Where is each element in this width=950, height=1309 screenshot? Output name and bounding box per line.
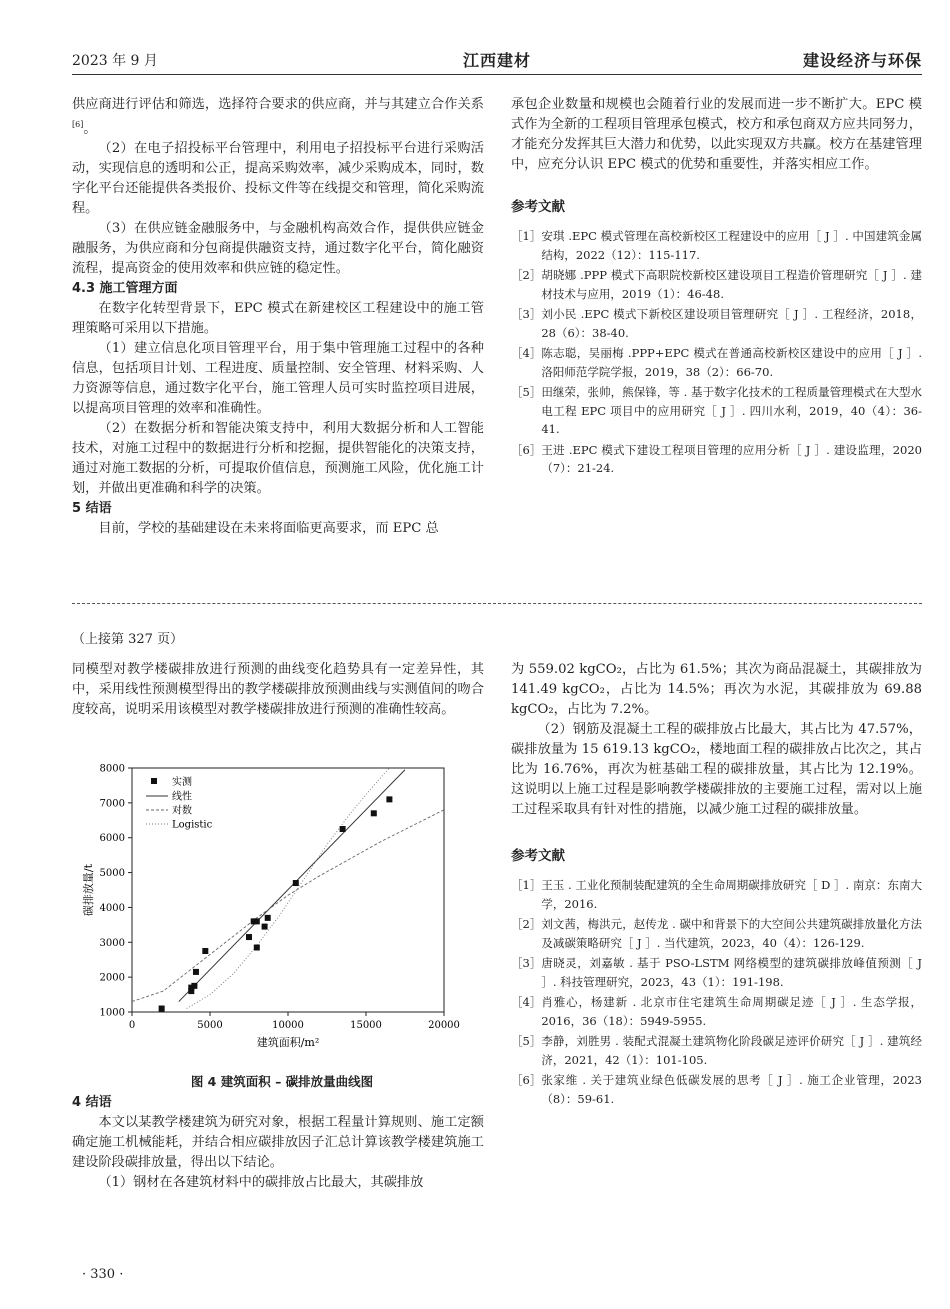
y-tick-label: 4000 (99, 902, 125, 914)
legend-label: 实测 (172, 777, 192, 788)
y-tick-label: 3000 (99, 937, 125, 949)
reference-list (511, 876, 922, 1108)
header-date: 2023 年 9 月 (72, 53, 158, 69)
x-axis-label: 建筑面积/m² (256, 1036, 320, 1049)
paragraph: （2）在数据分析和智能决策支持中，利用大数据分析和人工智能技术，对施工过程中的数据进行分析和挖掘，提供智能化的决策支持，通过对施工数据的分析，可提取价值信息，预测施工风险，优化施工计划，并做出更准确和科学的决策。 (72, 421, 484, 497)
paragraph: 本文以某教学楼建筑为研究对象，根据工程量计算规则、施工定额确定施工机械能耗，并结合相应碳排放因子汇总计算该教学楼建筑施工建设阶段碳排放量，得出以下结论。 (72, 1115, 484, 1170)
paragraph: （2）在电子招投标平台管理中，利用电子招投标平台进行采购活动，实现信息的透明和公正，提高采购效率，减少采购成本，同时，数字化平台还能提供各类报价、投标文件等在线提交和管理，简化采购流程。 (72, 141, 484, 217)
y-tick-label: 5000 (99, 868, 125, 880)
reference-item: ［2］ 刘文茜，梅洪元，赵传龙 . 碳中和背景下的大空间公共建筑碳排放量化方法及减碳策略研究［ J ］. 当代建筑，2023，40（4）：126-129. (511, 917, 922, 950)
header-section: 建设经济与环保 (802, 51, 922, 70)
paragraph: 在数字化转型背景下，EPC 模式在新建校区工程建设中的施工管理策略可采用以下措施。 (72, 301, 484, 337)
paragraph: （3）在供应链金融服务中，与金融机构高效合作，提供供应链金融服务，为供应商和分包商提供融资支持，通过数字化平台，简化融资流程，提高资金的使用效率和供应链的稳定性。 (72, 221, 484, 277)
plot-area (81, 764, 460, 1050)
article-divider (72, 603, 922, 604)
reference-item: ［6］ 张家维 . 关于建筑业绿色低碳发展的思考［ J ］. 施工企业管理，2023（8）：59-61. (511, 1073, 922, 1106)
y-tick-label: 6000 (99, 833, 125, 845)
data-point (246, 934, 252, 940)
series-line-线性 (179, 770, 405, 1002)
section-heading-4: 4 结语 (72, 1095, 112, 1110)
x-tick-label: 5000 (197, 1020, 223, 1031)
reference-item: ［4］ 陈志聪，吴丽梅 .PPP+EPC 模式在普通高校新校区建设中的应用［ J ］. 洛阳师范学院学报，2019，38（2）：66-70. (511, 346, 922, 379)
running-header (72, 50, 922, 72)
data-point (202, 948, 208, 954)
bottom-left-column (72, 1093, 484, 1193)
data-point (293, 880, 299, 886)
reference-list (511, 227, 922, 478)
paragraph: （1）钢材在各建筑材料中的碳排放占比最大，其碳排放 (98, 1175, 424, 1190)
reference-item: ［1］ 安琪 .EPC 模式管理在高校新校区工程建设中的应用［ J ］. 中国建筑金属结构，2022（12）：115-117. (511, 229, 922, 262)
paragraph: （1）建立信息化项目管理平台，用于集中管理施工过程中的各种信息，包括项目计划、工程进度、质量控制、安全管理、材料采购、人力资源等信息，通过数字化平台，施工管理人员可实时监控项目进展，以提高项目管理的效率和准确性。 (72, 341, 484, 417)
y-axis-label: 碳排放量/t (82, 863, 95, 917)
reference-item: ［3］ 唐晓灵，刘嘉敏 . 基于 PSO-LSTM 网络模型的建筑碳排放峰值预测［ J ］. 科技管理研究，2023，43（1）：191-198. (511, 956, 922, 989)
paragraph: 为 559.02 kgCO₂，占比为 61.5%；其次为商品混凝土，其碳排放为 141.49 kgCO₂，占比为 14.5%；再次为水泥，其碳排放为 69.88 kgCO₂，占比为 7.2%。 (511, 662, 922, 717)
reference-item: ［2］ 胡晓娜 .PPP 模式下高职院校新校区建设项目工程造价管理研究［ J ］. 建材技术与应用，2019（1）：46-48. (511, 268, 922, 301)
y-tick-label: 1000 (99, 1007, 125, 1019)
x-tick-label: 20000 (428, 1020, 460, 1031)
reference-item: ［3］ 刘小民 .EPC 模式下新校区建设项目管理研究［ J ］. 工程经济，2018，28（6）：38-40. (511, 307, 922, 340)
paragraph: 承包企业数量和规模也会随着行业的发展而进一步不断扩大。EPC 模式作为全新的工程项目管理承包模式，校方和承包商双方应共同努力，才能充分发挥其巨大潜力和优势，以此实现双方共赢。校方在基建管理中，应充分认识 EPC 模式的优势和重要性，并落实相应工作。 (511, 97, 922, 172)
page-number: · 330 · (82, 1267, 124, 1282)
legend-marker-measured (151, 778, 157, 784)
legend-label: 对数 (172, 805, 192, 817)
paragraph: 目前，学校的基础建设在未来将面临更高要求，而 EPC 总 (98, 521, 439, 537)
data-point (254, 945, 260, 951)
data-point (265, 915, 271, 921)
header-journal: 江西建材 (462, 51, 531, 70)
reference-item: ［1］ 王玉 . 工业化预制装配建筑的全生命周期碳排放研究［ D ］. 南京：东南大学，2016. (511, 878, 922, 911)
series-line-对数 (132, 810, 444, 1002)
data-point (254, 918, 260, 924)
data-point (340, 826, 346, 832)
y-tick-label: 2000 (99, 972, 125, 984)
reference-item: ［5］ 李静，刘胜男 . 装配式混凝土建筑物化阶段碳足迹评价研究［ J ］. 建筑经济，2021，42（1）：101-105. (511, 1034, 922, 1067)
data-point (191, 983, 197, 989)
series-line-Logistic (187, 768, 390, 1009)
continued-note: （上接第 327 页） (72, 632, 184, 647)
reference-item: ［6］ 王进 .EPC 模式下建设工程项目管理的应用分析［ J ］. 建设监理，2020（7）：21-24. (511, 442, 922, 475)
legend-label: 线性 (172, 791, 192, 803)
paragraph: （2）钢筋及混凝土工程的碳排放占比最大，其占比为 47.57%，碳排放量为 15 619.13 kgCO₂，楼地面工程的碳排放占比次之，其占比为 16.76%，再次为桩基础工程的碳排放量，其占比为 12.19%。这说明以上施工过程是影响教学楼碳排放的主要施工过程，需对以上施工过程采取具有针对性的措施，以减少施工过程的碳排放量。 (511, 722, 922, 817)
data-point (371, 810, 377, 816)
paragraph: 供应商进行评估和筛选，选择符合要求的供应商，并与其建立合作关系[6]。 (72, 97, 484, 137)
section-heading-5: 5 结语 (72, 501, 112, 517)
header-rule (72, 74, 922, 75)
figure-caption: 图 4 建筑面积 – 碳排放量曲线图 (190, 1074, 374, 1089)
data-point (262, 924, 268, 930)
bottom-right-column (511, 660, 922, 1110)
reference-item: ［4］ 肖雅心，杨建新 . 北京市住宅建筑生命周期碳足迹［ J ］. 生态学报，2016，36（18）：5949-5955. (511, 995, 922, 1028)
y-tick-label: 8000 (99, 763, 125, 775)
legend-label: Logistic (172, 819, 213, 831)
data-point (159, 1006, 165, 1012)
references-heading: 参考文献 (511, 199, 565, 215)
x-tick-label: 15000 (350, 1020, 382, 1031)
x-tick-label: 10000 (272, 1020, 304, 1031)
data-point (386, 796, 392, 802)
references-heading: 参考文献 (511, 848, 565, 864)
x-tick-label: 0 (128, 1020, 136, 1031)
y-tick-label: 7000 (99, 798, 125, 810)
paragraph: 同模型对教学楼碳排放进行预测的曲线变化趋势具有一定差异性，其中，采用线性预测模型得出的教学楼碳排放预测曲线与实测值间的吻合度较高，说明采用该模型对教学楼碳排放进行预测的准确性较高。 (72, 662, 484, 717)
top-right-column (511, 95, 922, 480)
citation[interactable]: [6] (72, 120, 84, 129)
reference-item: ［5］ 田继荣，张帅，熊保锋，等 . 基于数字化技术的工程质量管理模式在大型水电工程 EPC 项目中的应用研究［ J ］. 四川水利，2019，40（4）：36-41. (511, 385, 922, 436)
area-carbon-chart (70, 760, 490, 1065)
bottom-left-intro (72, 660, 484, 720)
data-point (193, 969, 199, 975)
section-heading-4-3: 4.3 施工管理方面 (72, 281, 178, 297)
top-left-column (72, 95, 484, 539)
